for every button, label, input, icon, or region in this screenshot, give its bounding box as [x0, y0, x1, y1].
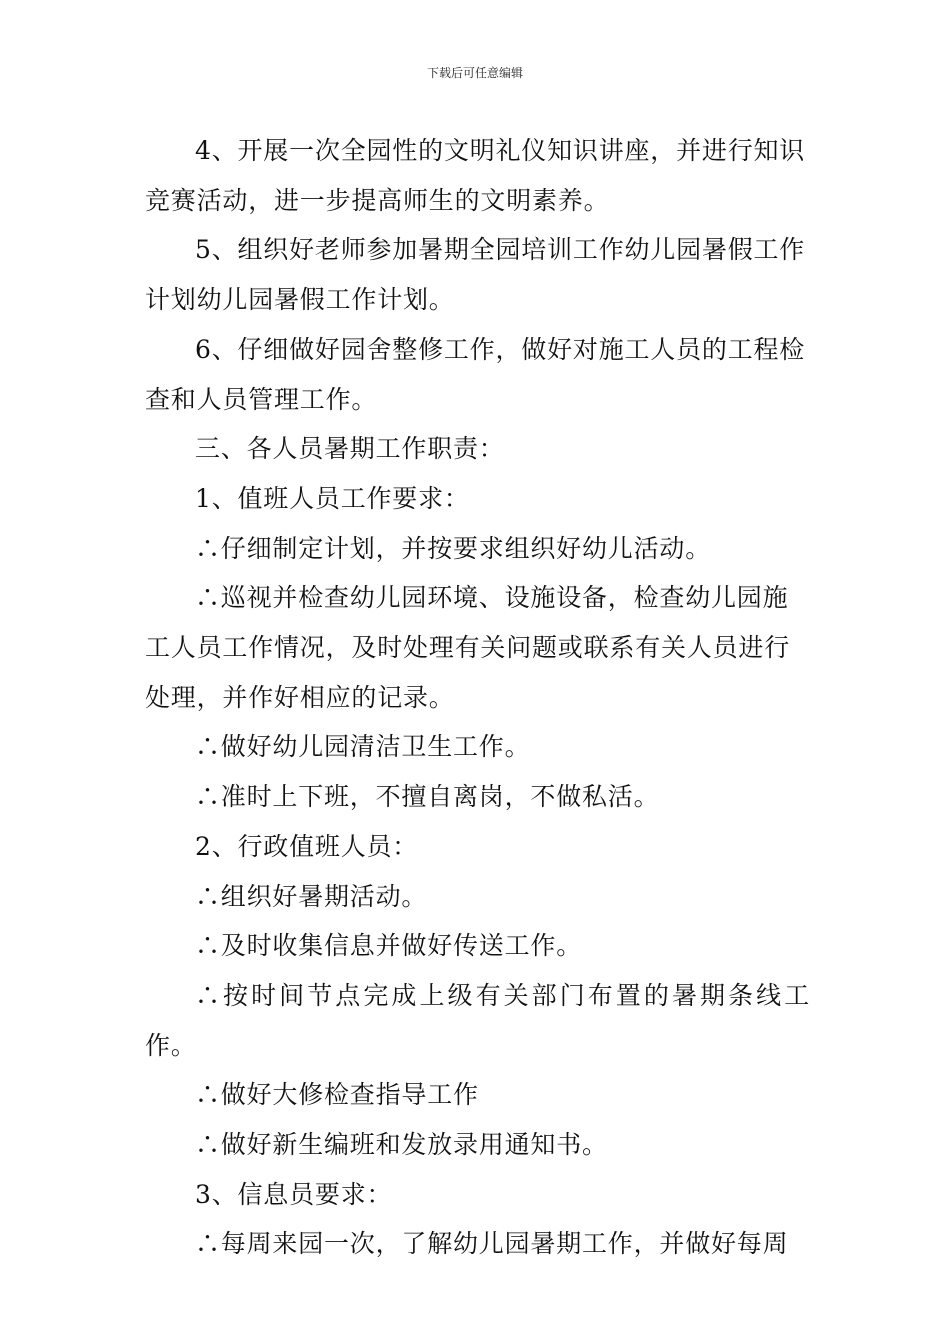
text-line: ∴按时间节点完成上级有关部门布置的暑期条线工作。: [145, 980, 810, 1060]
text-line: ∴仔细制定计划，并按要求组织好幼儿活动。: [195, 533, 712, 563]
text-line: 6、仔细做好园舍整修工作，做好对施工人员的工程检: [195, 334, 806, 364]
text-line: ∴准时上下班，不擅自离岗，不做私活。: [195, 782, 660, 812]
text-line: ∴组织好暑期活动。: [195, 881, 428, 911]
text-line: ∴做好大修检查指导工作: [195, 1080, 479, 1110]
text-line: 5、组织好老师参加暑期全园培训工作幼儿园暑假工作: [195, 235, 806, 265]
text-line: 4、开展一次全园性的文明礼仪知识讲座，并进行知识: [195, 136, 806, 165]
text-line: ∴做好新生编班和发放录用通知书。: [195, 1130, 608, 1160]
text-line: 处理，并作好相应的记录。: [145, 682, 455, 712]
text-line: 2、行政值班人员：: [195, 831, 419, 861]
text-line: ∴做好幼儿园清洁卫生工作。: [195, 732, 531, 762]
page-header-note: 下载后可任意编辑: [426, 66, 523, 80]
text-line: ∴巡视并检查幼儿园环境、设施设备，检查幼儿园施: [195, 583, 789, 613]
text-line: 3、信息员要求：: [195, 1179, 393, 1209]
text-line: 竞赛活动，进一步提高师生的文明素养。: [145, 185, 610, 215]
document-body: [145, 126, 810, 1269]
text-line: 工人员工作情况，及时处理有关问题或联系有关人员进行: [145, 633, 791, 663]
text-line: ∴每周来园一次，了解幼儿园暑期工作，并做好每周: [195, 1229, 789, 1259]
text-line: 三、各人员暑期工作职责：: [195, 434, 505, 464]
text-line: 查和人员管理工作。: [145, 384, 378, 414]
text-line: ∴及时收集信息并做好传送工作。: [195, 931, 583, 961]
text-line: 1、值班人员工作要求：: [195, 483, 470, 513]
text-line: 计划幼儿园暑假工作计划。: [145, 285, 455, 315]
